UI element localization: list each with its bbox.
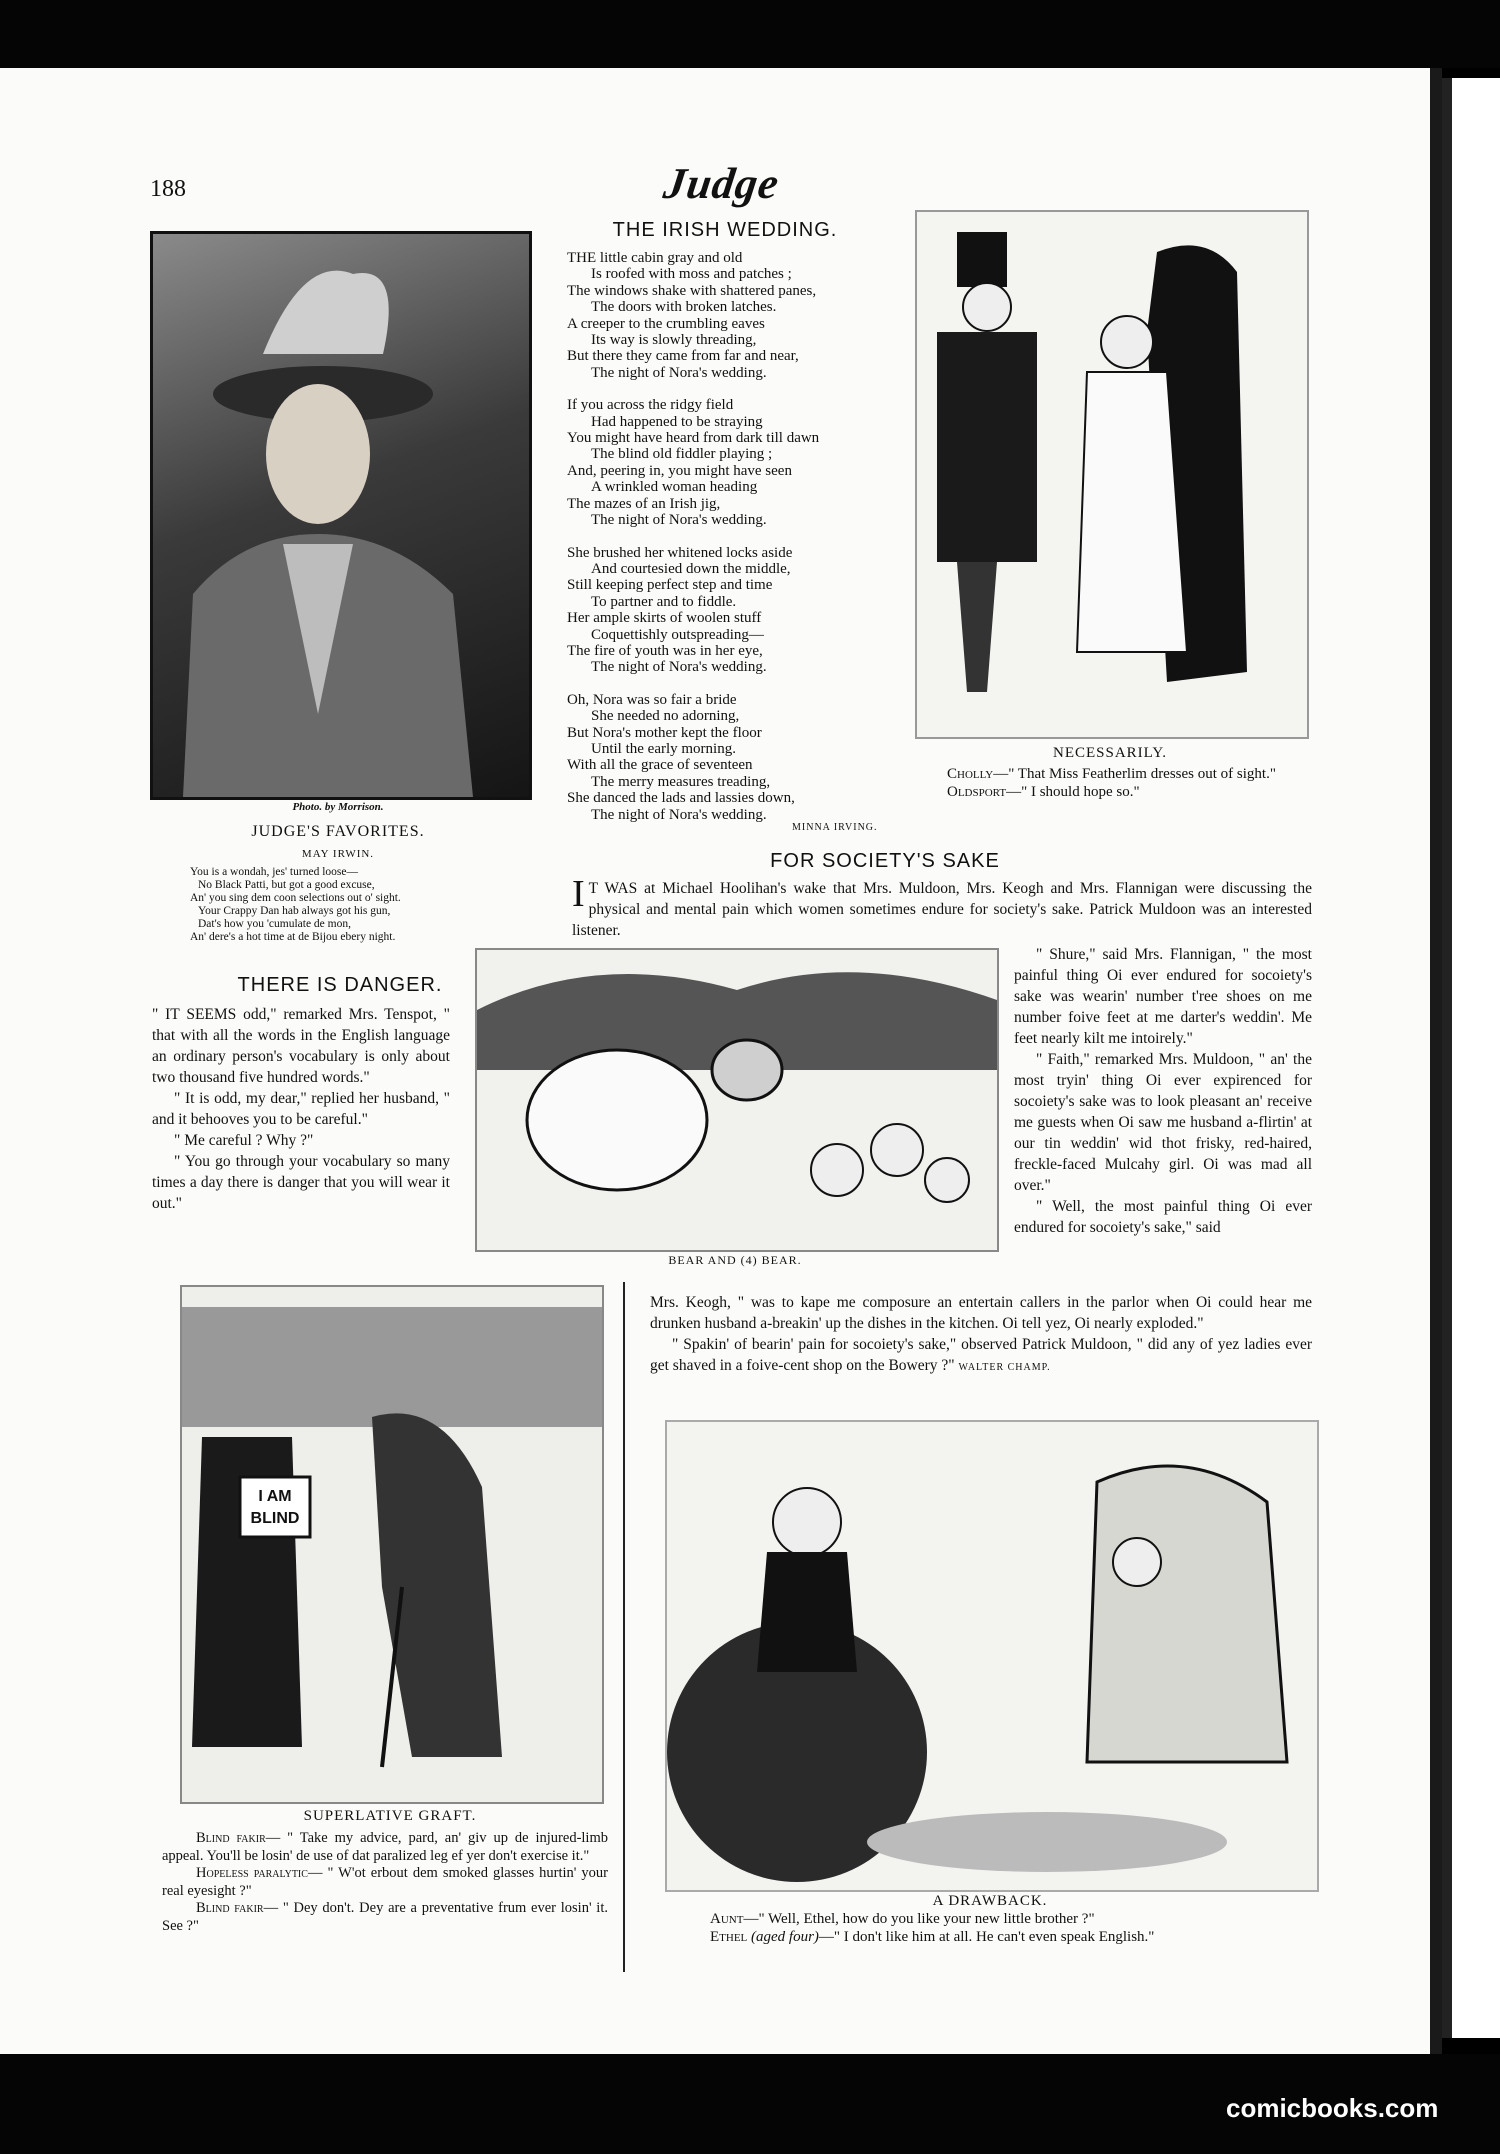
page-number: 188 bbox=[150, 176, 186, 202]
dialogue-text: — " W'ot erbout dem smoked glasses hurtin' your real eyesight ?" bbox=[162, 1865, 608, 1899]
danger-text bbox=[152, 1004, 450, 1214]
poem-line: The doors with broken latches. bbox=[591, 299, 777, 316]
favorites-subtitle: MAY IRWIN. bbox=[301, 848, 375, 860]
poem-line: The night of Nora's wedding. bbox=[591, 659, 767, 676]
speaker-blind-fakir: Blind fakir bbox=[196, 1830, 266, 1846]
bear-cartoon bbox=[475, 948, 999, 1252]
dialogue-line-2 bbox=[913, 783, 1308, 801]
poem-line: A creeper to the crumbling eaves bbox=[567, 315, 765, 332]
facing-page-edge bbox=[1442, 78, 1500, 2038]
speaker-ethel: Ethel bbox=[710, 1929, 748, 1945]
may-irwin-photo bbox=[150, 231, 532, 800]
speaker-blind-fakir: Blind fakir bbox=[196, 1900, 264, 1916]
poem-line: Its way is slowly threading, bbox=[591, 332, 757, 349]
verse-line: An' you sing dem coon selections out o' sight. bbox=[190, 892, 401, 904]
poem-line: The night of Nora's wedding. bbox=[591, 806, 767, 823]
speaker-paralytic: Hopeless paralytic bbox=[196, 1865, 308, 1881]
poem-line: Still keeping perfect step and time bbox=[567, 577, 773, 594]
blind-sign-text: I AM bbox=[258, 1488, 292, 1505]
poem-line: And, peering in, you might have seen bbox=[567, 462, 792, 479]
paragraph: " You go through your vocabulary so many times a day there is danger that you will wear it out." bbox=[152, 1153, 450, 1212]
poem-line: The windows shake with shattered panes, bbox=[567, 282, 817, 299]
society-intro bbox=[572, 873, 1312, 941]
poem-line: You might have heard from dark till dawn bbox=[567, 430, 820, 447]
paragraph: " IT SEEMS odd," remarked Mrs. Tenspot, " that with all the words in the English language an ordinary person's vocabulary is only about two thousand five hundred words." bbox=[152, 1006, 450, 1086]
poem-line: The blind old fiddler playing ; bbox=[591, 446, 773, 463]
poem-author: MINNA IRVING. bbox=[792, 822, 878, 833]
aunt-line: —" Well, Ethel, how do you like your new little brother ?" bbox=[743, 1911, 1095, 1927]
page-gutter bbox=[1430, 68, 1442, 2054]
verse-line: You is a wondah, jes' turned loose— bbox=[190, 866, 358, 878]
verse-line: Dat's how you 'cumulate de mon, bbox=[198, 918, 351, 930]
society-author: WALTER CHAMP. bbox=[958, 1362, 1051, 1373]
scan-top-border bbox=[0, 0, 1500, 68]
svg-text:BLIND: BLIND bbox=[250, 1510, 300, 1527]
dialogue-text: — " Take my advice, pard, an' giv up de injured-limb appeal. You'll be losin' de use of dat paralized leg ef yer don't exercise it." bbox=[162, 1830, 608, 1864]
photo-credit: Photo. by Morrison. bbox=[292, 801, 384, 813]
paragraph: " Shure," said Mrs. Flannigan, " the most painful thing Oi ever endured for socoiety's sake was wearin' number t'ree shoes on me number foive feet at me darter's weddin'. Me feet nearly kilt me intoirely." bbox=[1014, 946, 1312, 1047]
society-column bbox=[1014, 944, 1312, 1238]
poem-line: The fire of youth was in her eye, bbox=[567, 642, 763, 659]
poem-line: Is roofed with moss and patches ; bbox=[591, 266, 792, 283]
society-intro-text: T WAS at Michael Hoolihan's wake that Mrs. Muldoon, Mrs. Keogh and Mrs. Flannigan were discussing the physical and mental pain which women sometimes endure for society's sake. Patrick Muldoon was an interested listener. bbox=[572, 880, 1312, 939]
cholly-line: —" That Miss Featherlim dresses out of sight." bbox=[993, 766, 1276, 782]
dialogue-line-2 bbox=[710, 1928, 1310, 1946]
paragraph: " It is odd, my dear," replied her husband, " and it behooves you to be careful." bbox=[152, 1090, 450, 1128]
stanza-2 bbox=[567, 397, 887, 528]
necessarily-dialogue bbox=[913, 765, 1308, 801]
dialogue-text: — " Dey don't. Dey are a preventative frum ever losin' it. See ?" bbox=[162, 1900, 608, 1934]
poem-line: Oh, Nora was so fair a bride bbox=[567, 691, 737, 708]
graft-title: SUPERLATIVE GRAFT. bbox=[303, 1808, 477, 1824]
verse-line: Your Crappy Dan hab always got his gun, bbox=[198, 905, 391, 917]
irish-wedding-poem bbox=[567, 250, 887, 839]
poem-line: The mazes of an Irish jig, bbox=[567, 495, 721, 512]
masthead-logo: Judge bbox=[660, 159, 783, 208]
poem-line: She danced the lads and lassies down, bbox=[567, 790, 795, 807]
necessarily-cartoon bbox=[915, 210, 1309, 739]
stanza-4 bbox=[567, 692, 887, 823]
poem-line: But Nora's mother kept the floor bbox=[567, 724, 762, 741]
poem-line: She brushed her whitened locks aside bbox=[567, 544, 793, 561]
speaker-cholly: Cholly bbox=[947, 766, 994, 782]
poem-line: Had happened to be straying bbox=[591, 413, 763, 430]
verse-line: No Black Patti, but got a good excuse, bbox=[198, 879, 375, 891]
poem-line: With all the grace of seventeen bbox=[567, 757, 753, 774]
drawback-dialogue bbox=[710, 1910, 1310, 1946]
poem-line: Until the early morning. bbox=[591, 740, 736, 757]
poem-line: The night of Nora's wedding. bbox=[591, 512, 767, 529]
ethel-age: (aged four) bbox=[751, 1929, 819, 1945]
dialogue-line-1 bbox=[913, 765, 1308, 783]
danger-title: THERE IS DANGER. bbox=[237, 974, 443, 996]
drawback-cartoon bbox=[665, 1420, 1319, 1892]
favorites-title: JUDGE'S FAVORITES. bbox=[251, 823, 425, 840]
column-rule bbox=[623, 1282, 625, 1972]
society-wide-text bbox=[650, 1292, 1312, 1378]
stanza-3 bbox=[567, 545, 887, 676]
poem-line: The merry measures treading, bbox=[591, 773, 771, 790]
watermark-text: comicbooks.com bbox=[1226, 2093, 1439, 2123]
poem-line: But there they came from far and near, bbox=[567, 348, 799, 365]
oldsport-line: —" I should hope so." bbox=[1006, 784, 1140, 800]
paragraph: " Well, the most painful thing Oi ever endured for socoiety's sake," said bbox=[1014, 1198, 1312, 1236]
poem-line: If you across the ridgy field bbox=[567, 397, 734, 414]
society-dropcap: I bbox=[572, 873, 585, 915]
verse-line: An' dere's a hot time at de Bijou ebery night. bbox=[190, 931, 396, 943]
paragraph: " Faith," remarked Mrs. Muldoon, " an' the most tryin' thing Oi ever expirenced for socoiety's sake was to look pleasant an' receive me guests when Oi saw me husband a-flirtin' at our tin weddin' wid thot frisky, red-haired, freckle-faced Mulcahy girl. Oi was mad all over." bbox=[1014, 1051, 1312, 1194]
poem-line: She needed no adorning, bbox=[591, 708, 740, 725]
paragraph: Mrs. Keogh, " was to kape me composure an entertain callers in the parlor when Oi could hear me drunken husband a-breakin' up the dishes in the kitchen. Oi tell yez, Oi nearly exploded." bbox=[650, 1294, 1312, 1332]
poem-line: To partner and to fiddle. bbox=[591, 593, 737, 610]
paragraph bbox=[650, 1334, 1312, 1378]
bear-caption: BEAR AND (4) BEAR. bbox=[668, 1253, 802, 1267]
dialogue-line-1 bbox=[710, 1910, 1310, 1928]
irish-wedding-title: THE IRISH WEDDING. bbox=[612, 219, 838, 241]
stanza-1 bbox=[567, 250, 887, 381]
dialogue-line-2 bbox=[162, 1865, 608, 1900]
poem-line: THE little cabin gray and old bbox=[567, 250, 743, 266]
graft-cartoon bbox=[180, 1285, 604, 1804]
ethel-line: —" I don't like him at all. He can't even speak English." bbox=[818, 1929, 1155, 1945]
poem-line: Her ample skirts of woolen stuff bbox=[567, 610, 762, 627]
speaker-aunt: Aunt bbox=[710, 1911, 744, 1927]
favorites-verse bbox=[190, 866, 520, 944]
poem-line: Coquettishly outspreading— bbox=[591, 626, 764, 643]
poem-line: And courtesied down the middle, bbox=[591, 560, 791, 577]
speaker-oldsport: Oldsport bbox=[947, 784, 1007, 800]
dialogue-line-1 bbox=[162, 1830, 608, 1865]
necessarily-title: NECESSARILY. bbox=[1053, 745, 1167, 761]
society-title: FOR SOCIETY'S SAKE bbox=[770, 850, 1000, 872]
graft-dialogue bbox=[162, 1830, 608, 1935]
drawback-title: A DRAWBACK. bbox=[932, 1893, 1048, 1909]
paragraph: " Me careful ? Why ?" bbox=[174, 1132, 314, 1149]
paragraph-text: " Spakin' of bearin' pain for socoiety's sake," observed Patrick Muldoon, " did any of yez ladies ever get shaved in a foive-cent shop on the Bowery ?" bbox=[650, 1336, 1312, 1374]
poem-line: A wrinkled woman heading bbox=[591, 479, 758, 496]
dialogue-line-3 bbox=[162, 1900, 608, 1935]
poem-line: The night of Nora's wedding. bbox=[591, 364, 767, 381]
